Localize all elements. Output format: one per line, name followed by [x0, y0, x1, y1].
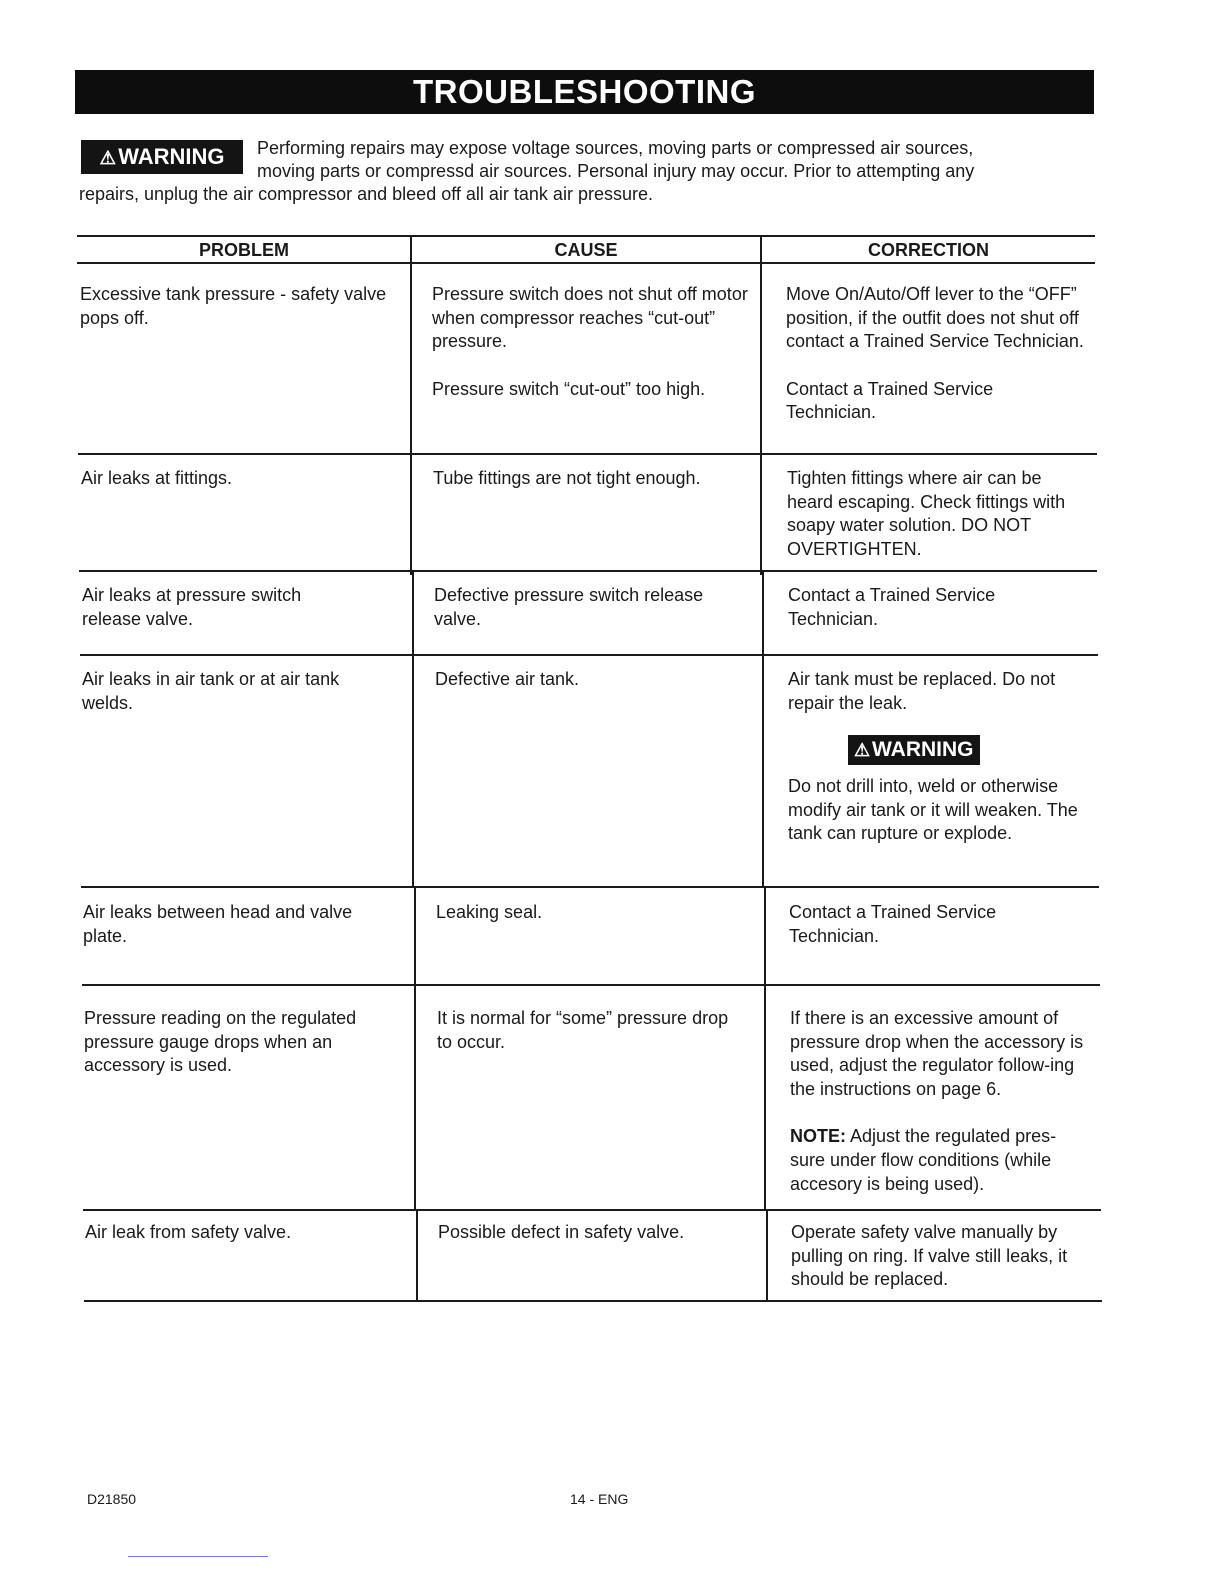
row-3-problem: Air leaks at pressure switch release valve. [82, 585, 302, 629]
row-3-cause: Defective pressure switch release valve. [434, 585, 704, 629]
row-1-correction [786, 283, 1091, 425]
warning-label: WARNING [118, 144, 225, 169]
row-5-problem: Air leaks between head and valve plate. [83, 902, 353, 946]
row-rule [82, 984, 1100, 986]
page-title: TROUBLESHOOTING [75, 70, 1094, 114]
column-divider [764, 886, 766, 1211]
row-6-problem: Pressure reading on the regulated pressure gauge drops when an accessory is used. [84, 1008, 357, 1076]
document-number: D21850 [87, 1491, 137, 1507]
row-rule [80, 654, 1098, 656]
row-4-correction [788, 668, 1098, 846]
row-4-cause: Defective air tank. [435, 669, 580, 689]
header-problem: PROBLEM [199, 240, 289, 260]
row-6-cause: It is normal for “some” pressure drop to occur. [437, 1008, 729, 1052]
row-6-correction [790, 1007, 1104, 1196]
row-2-correction: Tighten fittings where air can be heard escaping. Check fittings with soapy water solution. DO NOT OVERTIGHTEN. [787, 468, 1066, 559]
row-6-correction-text: If there is an excessive amount of pressure drop when the accessory is used, adjust the regulator follow-ing the instructions on page 6. [790, 1008, 1084, 1099]
intro-line-3: repairs, unplug the air compressor and bleed off all air tank air pressure. [79, 184, 653, 204]
row-4-correction-text: Air tank must be replaced. Do not repair the leak. [788, 669, 1056, 713]
note-label: NOTE: [790, 1126, 846, 1147]
row-6-note [790, 1125, 1090, 1196]
row-rule [81, 886, 1099, 888]
header-bottom-rule [77, 262, 1095, 264]
row-7-correction: Operate safety valve manually by pulling on ring. If valve still leaks, it should be replaced. [791, 1222, 1068, 1290]
warning-triangle-icon: ⚠ [99, 147, 117, 168]
row-1-cause-text: Pressure switch does not shut off motor when compressor reaches “cut-out” pressure. [432, 284, 748, 352]
row-rule [79, 570, 1097, 572]
bottom-divider [128, 1556, 268, 1557]
column-divider [414, 886, 416, 1211]
column-divider [766, 1209, 768, 1301]
column-divider [410, 235, 412, 575]
row-4-problem: Air leaks in air tank or at air tank welds. [82, 669, 340, 713]
table-top-rule [77, 235, 1095, 237]
row-2-problem: Air leaks at fittings. [81, 468, 233, 488]
row-4-warning-text: Do not drill into, weld or otherwise modify air tank or it will weaken. The tank can rupture or explode. [788, 776, 1078, 844]
row-5-correction: Contact a Trained Service Technician. [789, 902, 997, 946]
column-divider [760, 235, 762, 575]
header-cause: CAUSE [554, 240, 618, 260]
note-text: Adjust the regulated pres-sure under flow conditions (while accesory is being used). [790, 1126, 1057, 1194]
row-3-correction: Contact a Trained Service Technician. [788, 585, 996, 629]
row-1-correction-text: Move On/Auto/Off lever to the “OFF” position, if the outfit does not shut off contact a Trained Service Technician. [786, 284, 1084, 352]
page-number: 14 - ENG [570, 1491, 629, 1507]
row-1-problem: Excessive tank pressure - safety valve pops off. [80, 284, 387, 328]
column-divider [762, 570, 764, 888]
warning-label: WARNING [872, 738, 974, 762]
row-1-cause [432, 283, 752, 401]
row-1-correction-2-text: Contact a Trained Service Technician. [786, 378, 994, 423]
inner-warning-badge [848, 735, 980, 765]
intro-line-1: Performing repairs may expose voltage sources, moving parts or compressed air sources, [257, 138, 974, 158]
column-divider [416, 1209, 418, 1301]
warning-badge [81, 140, 243, 174]
table-bottom-rule [84, 1300, 1102, 1302]
row-7-cause: Possible defect in safety valve. [438, 1222, 685, 1242]
intro-line-2: moving parts or compressd air sources. Personal injury may occur. Prior to attempting any [257, 161, 975, 181]
row-rule [78, 453, 1097, 455]
warning-triangle-icon: ⚠ [854, 740, 870, 761]
row-rule [83, 1209, 1101, 1211]
column-divider [412, 570, 414, 888]
row-1-cause-2-text: Pressure switch “cut-out” too high. [432, 378, 706, 399]
header-correction: CORRECTION [868, 240, 989, 260]
row-2-cause: Tube fittings are not tight enough. [433, 468, 701, 488]
row-5-cause: Leaking seal. [436, 902, 543, 922]
row-7-problem: Air leak from safety valve. [85, 1222, 292, 1242]
